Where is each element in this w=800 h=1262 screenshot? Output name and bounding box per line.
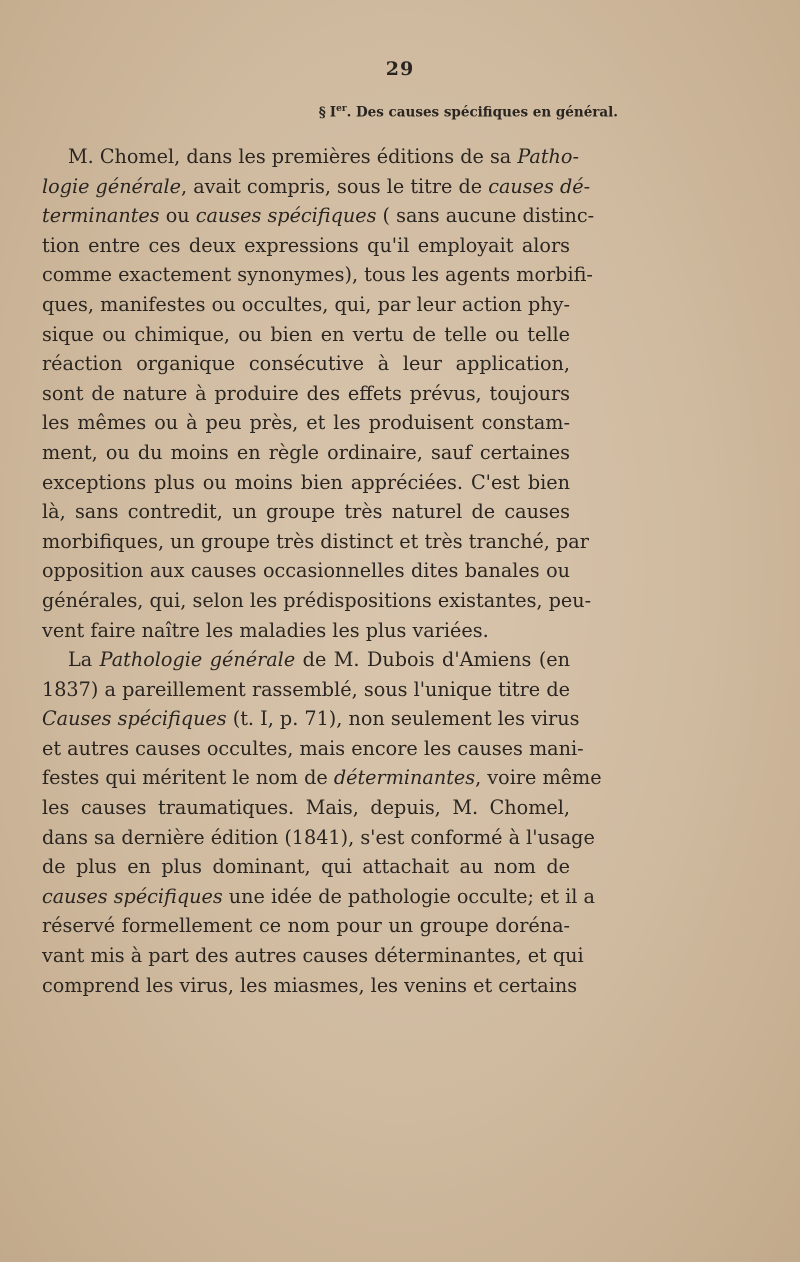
text-line [42, 616, 570, 646]
text-line [42, 379, 570, 409]
text-line [42, 349, 570, 379]
text-run: ( sans aucune distinc- [376, 204, 595, 228]
italic-text: logie générale [42, 174, 182, 198]
italic-text: déterminantes [333, 766, 476, 790]
text-run: de plus en plus dominant, qui attachait au nom de [42, 855, 570, 879]
text-run: dans sa dernière édition (1841), s'est conformé à l'usage [42, 825, 595, 849]
italic-text: Causes spécifiques [42, 707, 227, 731]
section-title: . Des causes spécifiques en général. [346, 104, 618, 121]
text-run: M. Chomel, dans les premières éditions de sa [68, 145, 518, 168]
text-line [42, 911, 570, 941]
body-text [42, 142, 602, 1000]
text-run: ou [159, 204, 196, 228]
text-line [42, 556, 570, 586]
text-run: comprend les virus, les miasmes, les venins et certains [42, 973, 578, 997]
text-line [42, 527, 589, 557]
text-run: vant mis à part des autres causes déterminantes, et qui [42, 944, 584, 968]
text-run: ment, ou du moins en règle ordinaire, sauf certaines [42, 440, 570, 464]
text-run: là, sans contredit, un groupe très naturel de causes [42, 500, 570, 524]
text-run: réaction organique consécutive à leur application, [42, 352, 570, 376]
text-line [42, 586, 592, 616]
text-run: morbifiques, un groupe très distinct et très tranché, par [42, 529, 589, 553]
text-run: les mêmes ou à peu près, et les produisent constam- [42, 411, 570, 435]
text-line [42, 734, 584, 764]
paragraph [42, 645, 602, 1000]
text-line [42, 172, 591, 202]
section-ordinal: I [329, 104, 337, 121]
text-line [42, 704, 580, 734]
text-run: , avait compris, sous le titre de [181, 174, 489, 198]
text-line [42, 793, 570, 823]
text-line [42, 852, 570, 882]
text-run: une idée de pathologie occulte; et il a [222, 884, 595, 908]
text-line [42, 231, 570, 261]
text-run: générales, qui, selon les prédispositions existantes, peu- [42, 588, 592, 612]
text-run: ques, manifestes ou occultes, qui, par leur action phy- [42, 292, 570, 316]
section-symbol: § [318, 104, 326, 121]
italic-text: causes dé- [488, 174, 591, 198]
text-run: vent faire naître les maladies les plus variées. [42, 618, 489, 642]
page-number: 29 [385, 58, 415, 80]
text-line [42, 142, 579, 172]
text-line [42, 763, 602, 793]
text-line [42, 882, 595, 912]
text-line [42, 971, 578, 1001]
paragraph [42, 142, 595, 645]
text-run: et autres causes occultes, mais encore les causes mani- [42, 736, 584, 760]
text-run: sique ou chimique, ou bien en vertu de telle ou telle [42, 322, 570, 346]
section-heading [0, 104, 618, 121]
text-line [42, 468, 570, 498]
text-run: sont de nature à produire des effets prévus, toujours [42, 381, 570, 405]
text-line [42, 645, 570, 675]
text-run: réservé formellement ce nom pour un groupe doréna- [42, 914, 570, 938]
text-line [42, 320, 570, 350]
text-line [42, 941, 584, 971]
text-line [42, 290, 570, 320]
text-run: les causes traumatiques. Mais, depuis, M. Chomel, [42, 796, 570, 820]
italic-text: Pathologie générale [99, 648, 296, 672]
text-run: opposition aux causes occasionnelles dites banales ou [42, 559, 570, 583]
text-run: tion entre ces deux expressions qu'il employait alors [42, 233, 570, 257]
text-line [42, 201, 595, 231]
text-run: exceptions plus ou moins bien appréciées. C'est bien [42, 470, 570, 494]
text-line [42, 823, 595, 853]
text-run: de M. Dubois d'Amiens (en [295, 648, 571, 672]
section-ordinal-sup: er [336, 104, 347, 114]
text-run: La [68, 648, 100, 672]
text-run: , voire même [475, 766, 602, 790]
italic-text: Patho- [517, 145, 579, 168]
italic-text: causes spécifiques [42, 884, 223, 908]
text-line [42, 438, 570, 468]
text-run: (t. I, p. 71), non seulement les virus [226, 707, 580, 731]
text-line [42, 408, 570, 438]
text-run: festes qui méritent le nom de [42, 766, 334, 790]
text-line [42, 675, 570, 705]
text-line [42, 260, 593, 290]
text-line [42, 497, 570, 527]
italic-text: causes spécifiques [195, 204, 377, 228]
italic-text: terminantes [42, 204, 160, 228]
text-run: comme exactement synonymes), tous les agents morbifi- [42, 263, 593, 287]
text-run: 1837) a pareillement rassemblé, sous l'unique titre de [42, 677, 570, 701]
